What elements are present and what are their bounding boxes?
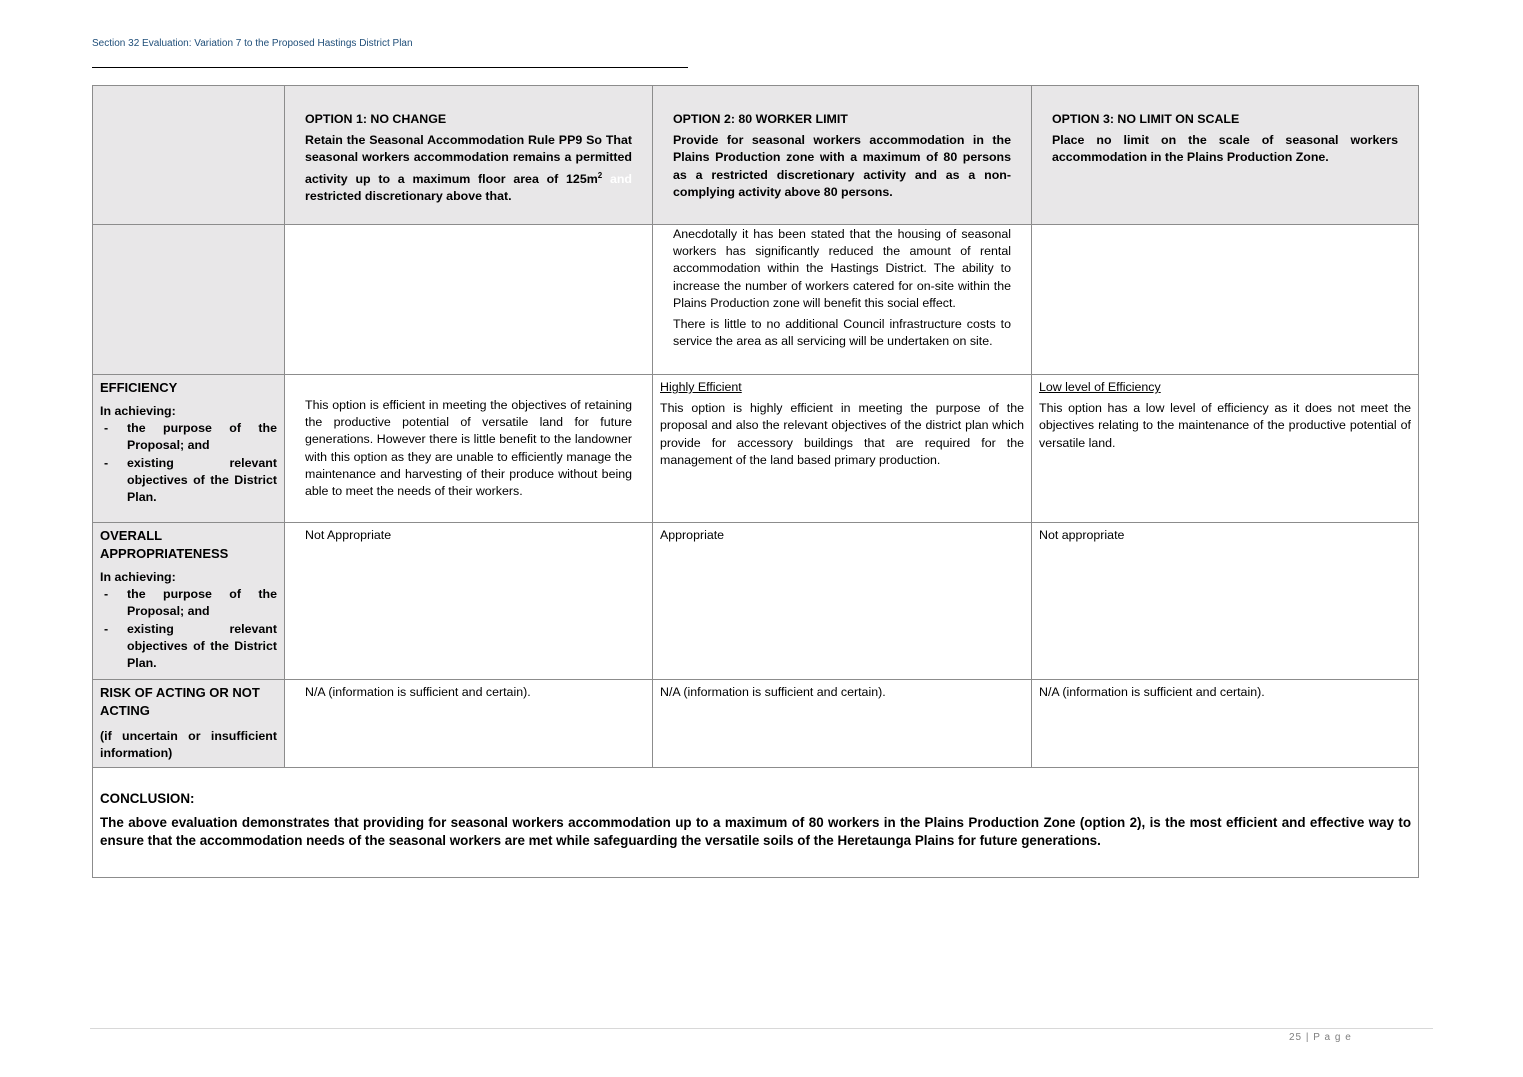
criteria-item: - existing relevant objectives of the District Plan. [100, 621, 277, 673]
conclusion-row [93, 768, 1419, 878]
criteria-item: - existing relevant objectives of the District Plan. [100, 455, 277, 507]
risk-option3-text: N/A (information is sufficient and certain). [1039, 685, 1265, 699]
risk-option2-text: N/A (information is sufficient and certain). [660, 685, 886, 699]
continued-label-cell [93, 225, 285, 375]
evaluation-table [92, 85, 1419, 878]
appropriateness-option3-text: Not appropriate [1039, 528, 1125, 542]
criteria-list [100, 420, 277, 506]
continued-option2-para2: There is little to no additional Council infrastructure costs to service the area as all servicing will be undertaken on site. [673, 317, 1011, 349]
efficiency-option3-text: This option has a low level of efficiency as it does not meet the objectives relating to the maintenance of the productive potential of versatile land. [1039, 401, 1411, 450]
continued-row [93, 225, 1419, 375]
option3-description: Place no limit on the scale of seasonal workers accommodation in the Plains Production Zone. [1052, 133, 1398, 165]
header-rule [92, 67, 688, 68]
continued-option2-para1: Anecdotally it has been stated that the housing of seasonal workers has significantly reduced the amount of rental accommodation within the Hastings District. The ability to increase the number of workers catered for on-site within the Plains Production zone will benefit this social effect. [673, 227, 1011, 310]
continued-option2-cell [653, 225, 1032, 375]
criteria-list [100, 586, 277, 672]
efficiency-option1-cell [285, 375, 653, 523]
option2-description: Provide for seasonal workers accommodation in the Plains Production zone with a maximum of 80 persons as a restricted discretionary activity and as a non-complying activity above 80 persons. [673, 133, 1011, 199]
continued-option3-cell [1032, 225, 1419, 375]
efficiency-label: EFFICIENCY [100, 380, 178, 395]
appropriateness-row [93, 523, 1419, 680]
page-number: 25 | P a g e [1289, 1032, 1352, 1043]
faint-word: and [609, 171, 632, 186]
appropriateness-option1-text: Not Appropriate [305, 528, 392, 542]
risk-option2-cell [653, 680, 1032, 768]
appropriateness-option3-cell [1032, 523, 1419, 680]
efficiency-option3-cell [1032, 375, 1419, 523]
option1-title: OPTION 1: NO CHANGE [305, 112, 447, 126]
conclusion-body: The above evaluation demonstrates that providing for seasonal workers accommodation up to a maximum of 80 workers in the Plains Production Zone (option 2), is the most efficient and effective way to ensure that the accommodation needs of the seasonal workers are met while safeguarding the versatile soils of the Heretaunga Plains for future generations. [100, 814, 1411, 848]
running-header: Section 32 Evaluation: Variation 7 to the Proposed Hastings District Plan [92, 38, 413, 49]
efficiency-option2-text: This option is highly efficient in meeting the purpose of the proposal and also the relevant objectives of the district plan which provide for accessory buildings that are required for the management of the land based primary production. [660, 401, 1024, 467]
risk-note: (if uncertain or insufficient information) [100, 729, 277, 761]
risk-row [93, 680, 1419, 768]
risk-option1-text: N/A (information is sufficient and certain). [305, 685, 531, 699]
option3-title: OPTION 3: NO LIMIT ON SCALE [1052, 112, 1240, 126]
criteria-item: - the purpose of the Proposal; and [100, 420, 277, 454]
in-achieving-label: In achieving: [100, 404, 176, 418]
options-header-row [93, 86, 1419, 225]
efficiency-option2-heading: Highly Efficient [660, 380, 742, 394]
superscript: 2 [597, 170, 603, 180]
appropriateness-option1-cell [285, 523, 653, 680]
efficiency-option3-heading: Low level of Efficiency [1039, 380, 1161, 394]
risk-option1-cell [285, 680, 653, 768]
risk-option3-cell [1032, 680, 1419, 768]
option1-description: Retain the Seasonal Accommodation Rule PP9 So That seasonal workers accommodation remains a permitted activity up to a maximum floor area of $125m^2$ and restricted discretionary above that. [305, 133, 632, 203]
risk-label: RISK OF ACTING OR NOT ACTING [100, 685, 260, 718]
appropriateness-option2-cell [653, 523, 1032, 680]
efficiency-label-cell [93, 375, 285, 523]
appropriateness-label-cell [93, 523, 285, 680]
conclusion-title: CONCLUSION: [100, 791, 195, 806]
option1-header [285, 86, 653, 225]
efficiency-option2-cell [653, 375, 1032, 523]
in-achieving-label: In achieving: [100, 570, 176, 584]
appropriateness-label: OVERALL APPROPRIATENESS [100, 528, 229, 561]
header-corner-cell [93, 86, 285, 225]
continued-option1-cell [285, 225, 653, 375]
option2-header [653, 86, 1032, 225]
footer-rule [90, 1028, 1433, 1029]
option2-title: OPTION 2: 80 WORKER LIMIT [673, 112, 848, 126]
option3-header [1032, 86, 1419, 225]
criteria-item: - the purpose of the Proposal; and [100, 586, 277, 620]
efficiency-row [93, 375, 1419, 523]
risk-label-cell [93, 680, 285, 768]
efficiency-option1-text: This option is efficient in meeting the objectives of retaining the productive potential of versatile land for future generations. However there is little benefit to the landowner with this option as they are unable to efficiently manage the maintenance and harvesting of their produce without being able to meet the needs of their workers. [305, 398, 632, 499]
appropriateness-option2-text: Appropriate [660, 528, 725, 542]
conclusion-cell [93, 768, 1419, 878]
